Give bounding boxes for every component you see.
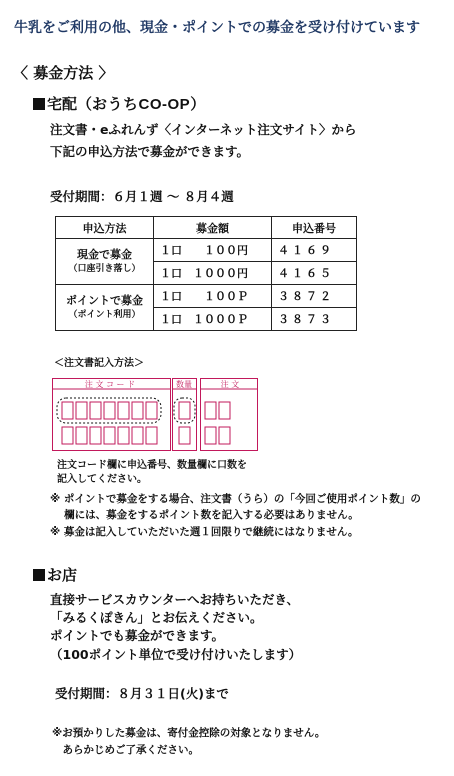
brand-logo: おうちCO-OP xyxy=(92,96,191,113)
code-cell-box xyxy=(90,402,101,419)
code-cell-box xyxy=(90,427,101,444)
code-cell: ３８７３ xyxy=(272,308,357,331)
donation-table xyxy=(55,216,357,331)
diagram-caption1: 注文コード欄に申込番号、数量欄に口数を xyxy=(57,460,247,471)
table-header: 申込番号 xyxy=(272,217,357,239)
store-line3: ポイントでも募金ができます。 xyxy=(50,628,225,643)
method-cell: 現金で募金 （口座引き落し） xyxy=(56,239,154,285)
amount-cell: １口 １０００Ｐ xyxy=(154,308,272,331)
qty-column-header: 数量 xyxy=(176,380,192,389)
code-cell-box xyxy=(146,402,157,419)
store-heading: お店 xyxy=(33,564,77,585)
code-column-header: 注 文 コ ー ド xyxy=(84,380,136,389)
code-cell-box xyxy=(132,427,143,444)
next-cell-box xyxy=(219,402,230,419)
amount-cell: １口 １００円 xyxy=(154,239,272,262)
next-cell-box xyxy=(205,402,216,419)
square-bullet-icon xyxy=(33,569,45,581)
code-cell-box xyxy=(118,402,129,419)
store-line1: 直接サービスカウンターへお持ちいただき、 xyxy=(50,592,300,607)
intro-line1: 注文書・eふれんず〈インターネット注文サイト〉から xyxy=(50,122,357,137)
code-cell: ４１６５ xyxy=(272,262,357,285)
table-header-row xyxy=(56,217,357,239)
qty-cell-box xyxy=(179,402,190,419)
code-cell-box xyxy=(76,402,87,419)
code-cell-box xyxy=(104,402,115,419)
delivery-period: 受付期間：６月１週 〜 ８月４週 xyxy=(50,189,234,204)
code-cell-box xyxy=(62,402,73,419)
home-delivery-heading: 宅配（おうちCO-OP） xyxy=(33,93,205,114)
code-cell-box xyxy=(146,427,157,444)
amount-cell: １口 １０００円 xyxy=(154,262,272,285)
next-cell-box xyxy=(205,427,216,444)
store-line2: 「みるくぽきん」とお伝えください。 xyxy=(50,610,263,625)
code-cell-box xyxy=(104,427,115,444)
table-row xyxy=(56,285,357,308)
code-cell-box xyxy=(76,427,87,444)
code-cell-box xyxy=(132,402,143,419)
store-note1: ※お預かりした募金は、寄付金控除の対象となりません。 xyxy=(52,727,326,739)
section-title: 〈 募金方法 〉 xyxy=(13,64,114,82)
note-line: ※ ポイントで募金をする場合、注文書（うら）の「今回ご使用ポイント数」の xyxy=(50,493,421,505)
store-period: 受付期間：８月３１日(火)まで xyxy=(55,686,229,701)
intro-line2: 下記の申込方法で募金ができます。 xyxy=(50,144,250,159)
note-line: 欄には、募金をするポイント数を記入する必要はありません。 xyxy=(50,509,359,521)
code-cell-box xyxy=(118,427,129,444)
headline: 牛乳をご利用の他、現金・ポイントでの募金を受け付けています xyxy=(14,20,420,36)
table-header: 募金額 xyxy=(154,217,272,239)
table-header: 申込方法 xyxy=(56,217,154,239)
store-note2: あらかじめご了承ください。 xyxy=(52,744,199,756)
store-line4: （100ポイント単位で受け付けいたします） xyxy=(50,647,302,662)
code-cell: ３８７２ xyxy=(272,285,357,308)
amount-cell: １口 １００Ｐ xyxy=(154,285,272,308)
order-form-diagram xyxy=(52,378,258,456)
note-line: ※ 募金は記入していただいた週１回限りで継続にはなりません。 xyxy=(50,526,359,538)
code-cell: ４１６９ xyxy=(272,239,357,262)
diagram-caption2: 記入してください。 xyxy=(57,474,147,485)
code-cell-box xyxy=(62,427,73,444)
next-cell-box xyxy=(219,427,230,444)
next-column-header: 注 文 xyxy=(220,380,240,389)
qty-cell-box xyxy=(179,427,190,444)
diagram-title: ＜注文書記入方法＞ xyxy=(54,358,144,369)
square-bullet-icon xyxy=(33,98,45,110)
method-cell: ポイントで募金 （ポイント利用） xyxy=(56,285,154,331)
table-row xyxy=(56,239,357,262)
